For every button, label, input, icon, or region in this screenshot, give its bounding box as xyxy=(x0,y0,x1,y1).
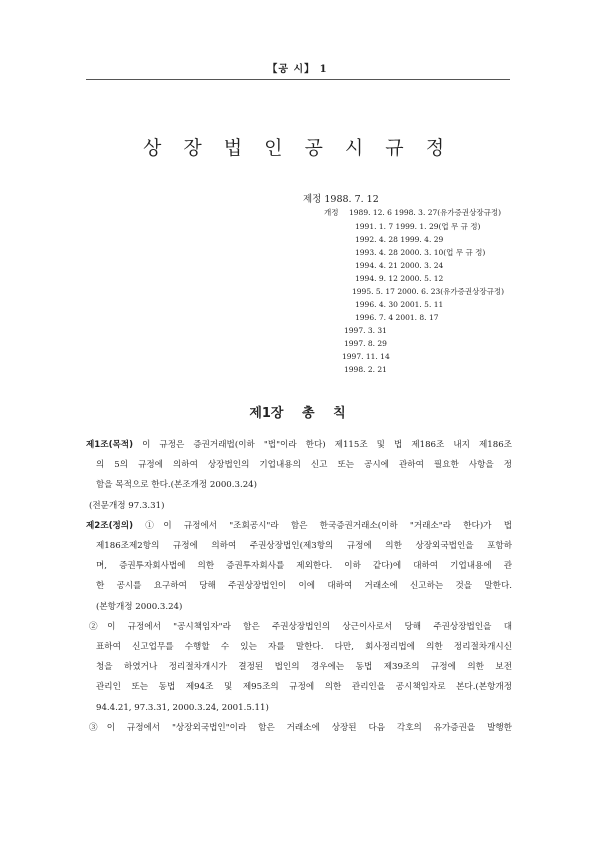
amendment-line: 1996. 7. 4 2001. 8. 17 xyxy=(355,313,439,322)
amendment-line: 1993. 4. 28 2000. 3. 10(업 무 규 정) xyxy=(355,248,486,257)
article-2-line xyxy=(86,516,512,536)
article-2-para-3-line: ③이 규정에서 "상장외국법인"이라 함은 거래소에 상장된 다음 각호의 유가증권을 발행한 xyxy=(89,723,512,733)
article-1-line: 함을 목적으로 한다.(본조개정 2000.3.24) xyxy=(96,480,257,490)
article-1-note: (전문개정 97.3.31) xyxy=(89,501,165,511)
article-2-para-2-line: 관리인 또는 동법 제94조 및 제95조의 규정에 의한 관리인을 공시책임자로 본다.(본항개정 xyxy=(96,682,512,692)
amendment-line: 1998. 2. 21 xyxy=(344,365,387,374)
article-2-line: 며, 증권투자회사법에 의한 증권투자회사를 제외한다. 이하 같다)에 대하여 기업내용에 관 xyxy=(96,561,512,571)
header-rule xyxy=(86,79,510,80)
amendment-line: 1992. 4. 28 1999. 4. 29 xyxy=(355,235,444,244)
amendment-line: 1996. 4. 30 2001. 5. 11 xyxy=(355,300,444,309)
chapter-number: 제1장 xyxy=(249,406,284,421)
amendment-line: 1997. 8. 29 xyxy=(344,339,387,348)
amendment-line: 1997. 3. 31 xyxy=(344,326,387,335)
article-1-title: 제1조(목적) xyxy=(86,440,134,450)
amendment-line: 1994. 9. 12 2000. 5. 12 xyxy=(355,274,444,283)
page-header: 【공 시】 1 xyxy=(267,64,328,75)
article-2-line: 제186조제2항의 규정에 의하여 주권상장법인(제3항의 규정에 의한 상장외국법인을 포함하 xyxy=(96,541,512,551)
article-2-text: ①이 규정에서 "조회공시"라 함은 한국증권거래소(이하 "거래소"라 한다)가 법 xyxy=(133,521,512,531)
article-2-para-2-line: ②이 규정에서 "공시책임자"라 함은 주권상장법인의 상근이사로서 당해 주권상장법인을 대 xyxy=(89,622,512,632)
amendment-line: 1991. 1. 7 1999. 1. 29(업 무 규 정) xyxy=(355,222,481,231)
amendment-line: 1994. 4. 21 2000. 3. 24 xyxy=(355,261,444,270)
article-1-text: 이 규정은 증권거래법(이하 "법"이라 한다) 제115조 및 법 제186조 내지 제186조 xyxy=(133,440,512,450)
amendment-line: 1989. 12. 6 1998. 3. 27(유가증권상장규정) xyxy=(349,208,502,217)
article-2-para-2-line: 94.4.21, 97.3.31, 2000.3.24, 2001.5.11) xyxy=(96,703,269,713)
amendment-label: 개정 xyxy=(324,208,339,217)
article-2-para-2-line: 청을 하였거나 정리절차개시가 결정된 법인의 경우에는 동법 제39조의 규정에 의한 보전 xyxy=(96,662,512,672)
chapter-heading xyxy=(0,402,595,421)
article-2-para-2-line: 표하여 신고업무를 수행할 수 있는 자를 말한다. 다만, 회사정리법에 의한 정리절차개시신 xyxy=(96,642,512,652)
amendment-line: 1995. 5. 17 2000. 6. 23(유가증권상장규정) xyxy=(352,287,505,296)
chapter-name-part: 총 xyxy=(302,406,315,421)
article-2-line: 한 공시를 요구하여 당해 주권상장법인이 이에 대하여 거래소에 신고하는 것을 말한다. xyxy=(96,581,512,591)
chapter-name-part: 칙 xyxy=(333,406,346,421)
enactment-date: 제정 1988. 7. 12 xyxy=(303,194,379,205)
amendment-line: 1997. 11. 14 xyxy=(342,352,390,361)
article-1-line: 의 5의 규정에 의하여 상장법인의 기업내용의 신고 또는 공시에 관하여 필요한 사항을 정 xyxy=(96,460,512,470)
document-title: 상 장 법 인 공 시 규 정 xyxy=(142,137,453,159)
article-1-line xyxy=(86,435,512,455)
article-2-line: (본항개정 2000.3.24) xyxy=(96,602,183,612)
article-2-title: 제2조(정의) xyxy=(86,521,134,531)
